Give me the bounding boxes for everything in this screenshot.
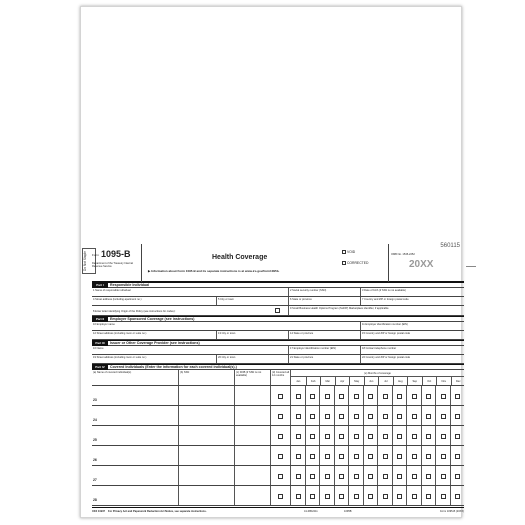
month-cell [377, 466, 392, 485]
month-cell [421, 466, 436, 485]
month-cell [421, 486, 436, 505]
month-cell [363, 466, 378, 485]
month-cell [305, 386, 320, 405]
month-checkbox-jul[interactable] [383, 394, 388, 399]
void-label: VOID [346, 250, 356, 254]
month-checkbox-feb[interactable] [310, 414, 315, 419]
month-cell [290, 406, 305, 425]
month-checkbox-jan[interactable] [296, 494, 301, 499]
footer-form-name: Form 1095-B (20XX) [440, 510, 464, 513]
month-checkbox-aug[interactable] [397, 454, 402, 459]
month-cell [334, 466, 349, 485]
month-cell [290, 386, 305, 405]
month-cell [348, 446, 363, 465]
column-divider [270, 426, 271, 445]
origin-of-policy-field[interactable]: 8 Enter letter identifying Origin of the Policy (see instructions for codes): [92, 306, 288, 315]
footer-cat: 1095B [344, 510, 352, 513]
part-2-tag: Part II [92, 317, 108, 322]
month-header-apr: Apr [335, 377, 350, 385]
col-name-header: (a) Name of covered individual(s) [93, 370, 132, 374]
form-1095b [92, 244, 464, 516]
month-cell [450, 386, 465, 405]
dob-field[interactable]: 3 Date of birth (if SSN is not available) [360, 288, 464, 296]
department-text: Department of the Treasury Internal Revenue Service [92, 262, 133, 268]
form-header [92, 244, 464, 282]
line-number: 27 [93, 478, 97, 482]
part-1-row-3 [92, 306, 464, 316]
month-checkbox-jul[interactable] [383, 434, 388, 439]
month-checkbox-dec[interactable] [455, 394, 460, 399]
state-field[interactable]: 6 State or province [288, 297, 360, 305]
month-checkbox-apr[interactable] [339, 414, 344, 419]
month-header-jan: Jan [296, 380, 301, 383]
month-header-jul: Jul [378, 377, 393, 385]
month-cell [305, 486, 320, 505]
corrected-checkbox[interactable] [342, 261, 346, 265]
issuer-ein-field[interactable]: 17 Employer identification number (EIN) [288, 346, 360, 354]
month-cell [435, 446, 450, 465]
month-checkbox-aug[interactable] [397, 474, 402, 479]
month-checkbox-jun[interactable] [368, 474, 373, 479]
month-cell [450, 486, 465, 505]
month-checkbox-jun[interactable] [368, 454, 373, 459]
col-ssn-header: (b) SSN [178, 370, 234, 385]
column-divider [270, 406, 271, 425]
month-header-jun: Jun [364, 377, 379, 385]
month-checkbox-dec[interactable] [455, 414, 460, 419]
month-checkbox-mar[interactable] [325, 474, 330, 479]
month-cell [392, 406, 407, 425]
month-header-feb: Feb [306, 377, 321, 385]
covered-name-field[interactable] [92, 426, 178, 445]
covered-individual-row [92, 426, 464, 446]
month-cell [363, 386, 378, 405]
month-checkbox-apr[interactable] [339, 434, 344, 439]
month-checkbox-sep[interactable] [412, 454, 417, 459]
line-number: 26 [93, 458, 97, 462]
month-cell [406, 426, 421, 445]
month-checkbox-jan[interactable] [296, 434, 301, 439]
month-cell [421, 446, 436, 465]
employer-name-field[interactable]: 10 Employer name [93, 322, 115, 326]
part-4-title: Covered Individuals (Enter the information for each covered individual(s).) [110, 365, 237, 369]
covered-ssn-field[interactable] [178, 486, 234, 505]
info-line: ▶ Information about Form 1095-B and its separate instructions is at www.irs.gov/form1095b. [148, 269, 280, 273]
month-cell [406, 446, 421, 465]
covered-name-field[interactable] [92, 486, 178, 505]
responsible-name-field[interactable]: 1 Name of responsible individual [93, 288, 131, 292]
part-4-column-headers [92, 370, 464, 386]
covered-ssn-field[interactable] [178, 446, 234, 465]
month-checkbox-may[interactable] [354, 414, 359, 419]
month-checkbox-jul[interactable] [383, 494, 388, 499]
covered-individuals-rows [92, 386, 464, 506]
month-cell [334, 386, 349, 405]
month-cell [334, 486, 349, 505]
month-checkbox-may[interactable] [354, 454, 359, 459]
month-cell [334, 406, 349, 425]
covered-ssn-field[interactable] [178, 386, 234, 405]
city-field[interactable]: 5 City or town [216, 297, 288, 305]
ssn-field[interactable]: 2 Social security number (SSN) [288, 288, 360, 296]
month-checkbox-jul[interactable] [383, 454, 388, 459]
month-cell [421, 386, 436, 405]
month-checkbox-oct[interactable] [426, 474, 431, 479]
month-cell [290, 446, 305, 465]
month-cell [450, 466, 465, 485]
month-cell [348, 386, 363, 405]
month-checkbox-nov[interactable] [441, 414, 446, 419]
month-checkbox-jun[interactable] [368, 414, 373, 419]
month-checkbox-feb[interactable] [310, 434, 315, 439]
month-cell [392, 426, 407, 445]
month-checkbox-oct[interactable] [426, 394, 431, 399]
month-cell [392, 466, 407, 485]
month-checkbox-may[interactable] [354, 394, 359, 399]
month-checkbox-apr[interactable] [339, 494, 344, 499]
column-divider [270, 446, 271, 465]
col-all-months-header: (d) Covered all 12 months [270, 370, 290, 385]
month-checkbox-jan[interactable] [296, 474, 301, 479]
month-checkbox-oct[interactable] [426, 494, 431, 499]
month-cell [363, 406, 378, 425]
footer-left-code: XXX 11937 [92, 510, 105, 513]
month-checkbox-nov[interactable] [441, 494, 446, 499]
month-cell [421, 406, 436, 425]
month-cell [421, 426, 436, 445]
month-cell [319, 446, 334, 465]
street-address-field[interactable]: 4 Street address (including apartment no.) [93, 297, 142, 301]
covered-dob-field[interactable] [234, 466, 270, 485]
part-1-row-1 [92, 288, 464, 297]
month-checkbox-mar[interactable] [325, 414, 330, 419]
all-12-months-checkbox[interactable] [278, 414, 283, 419]
omb-number: OMB No. 1545-2252 [391, 253, 415, 256]
month-cell [377, 386, 392, 405]
month-checkbox-nov[interactable] [441, 454, 446, 459]
all-12-months-checkbox[interactable] [278, 454, 283, 459]
month-cell [377, 426, 392, 445]
part-3-title: Issuer or Other Coverage Provider (see instructions) [110, 341, 200, 345]
issuer-state-field[interactable]: 21 State or province [288, 355, 360, 363]
month-checkbox-mar[interactable] [325, 434, 330, 439]
month-checkbox-dec[interactable] [455, 494, 460, 499]
month-checkbox-oct[interactable] [426, 454, 431, 459]
covered-dob-field[interactable] [234, 486, 270, 505]
month-checkbox-feb[interactable] [310, 454, 315, 459]
all-12-months-checkbox[interactable] [278, 394, 283, 399]
month-cell [305, 466, 320, 485]
line-number: 23 [93, 398, 97, 402]
month-checkbox-nov[interactable] [441, 394, 446, 399]
footer-mid-code: 41-0802411 [304, 510, 318, 513]
covered-individual-row [92, 486, 464, 506]
covered-dob-field[interactable] [234, 386, 270, 405]
month-cell [319, 426, 334, 445]
month-cell [348, 406, 363, 425]
fold-mark [466, 266, 476, 267]
month-cell [363, 446, 378, 465]
part-4-tag: Part IV [92, 365, 108, 370]
covered-name-field[interactable] [92, 446, 178, 465]
month-cell [319, 406, 334, 425]
form-number: 1095-B [101, 249, 131, 259]
month-cell [290, 486, 305, 505]
month-cell [435, 466, 450, 485]
month-checkbox-sep[interactable] [412, 434, 417, 439]
month-cell [319, 466, 334, 485]
month-cell [435, 486, 450, 505]
void-checkbox-group[interactable] [342, 250, 355, 254]
month-header-oct: Oct [422, 377, 437, 385]
month-checkbox-aug[interactable] [397, 434, 402, 439]
issuer-name-field[interactable]: 16 Name [93, 346, 104, 350]
month-cell [392, 446, 407, 465]
month-checkbox-sep[interactable] [412, 494, 417, 499]
month-checkbox-may[interactable] [354, 474, 359, 479]
contact-phone-field[interactable]: 18 Contact telephone number [360, 346, 464, 354]
covered-name-field[interactable] [92, 466, 178, 485]
month-checkbox-sep[interactable] [412, 394, 417, 399]
corrected-label: CORRECTED [346, 261, 369, 265]
month-checkbox-mar[interactable] [325, 494, 330, 499]
line-number: 24 [93, 418, 97, 422]
form-footer [92, 507, 464, 515]
employer-city-field[interactable]: 13 City or town [216, 331, 288, 339]
month-cell [450, 426, 465, 445]
month-header-may: May [349, 377, 364, 385]
form-code: 560115 [440, 243, 460, 249]
part-1-title: Responsible Individual [110, 283, 150, 287]
month-checkbox-aug[interactable] [397, 414, 402, 419]
month-checkbox-aug[interactable] [397, 394, 402, 399]
month-checkbox-oct[interactable] [426, 414, 431, 419]
month-cell [392, 486, 407, 505]
month-header-aug: Aug [393, 377, 408, 385]
part-3-tag: Part III [92, 341, 108, 346]
covered-name-field[interactable] [92, 386, 178, 405]
month-cell [319, 486, 334, 505]
month-cell [305, 406, 320, 425]
part-3-row-1 [92, 346, 464, 355]
covered-ssn-field[interactable] [178, 406, 234, 425]
covered-individual-row [92, 386, 464, 406]
employer-ein-field[interactable]: 11 Employer identification number (EIN) [360, 322, 464, 330]
column-divider [270, 486, 271, 505]
month-checkbox-dec[interactable] [455, 474, 460, 479]
void-checkbox[interactable] [342, 250, 346, 254]
month-header-mar: Mar [320, 377, 335, 385]
month-cell [290, 466, 305, 485]
footer-privacy-notice: For Privacy Act and Paperwork Reduction Act Notice, see separate instructions. [108, 510, 207, 513]
month-checkbox-jun[interactable] [368, 394, 373, 399]
month-cell [392, 386, 407, 405]
month-checkbox-oct[interactable] [426, 434, 431, 439]
month-cell [450, 446, 465, 465]
month-cell [305, 426, 320, 445]
month-cell [290, 426, 305, 445]
month-checkbox-nov[interactable] [441, 434, 446, 439]
month-checkbox-mar[interactable] [325, 394, 330, 399]
month-checkbox-feb[interactable] [310, 474, 315, 479]
all-12-months-checkbox[interactable] [278, 494, 283, 499]
covered-name-field[interactable] [92, 406, 178, 425]
column-divider [270, 466, 271, 485]
month-cell [348, 426, 363, 445]
month-checkbox-jun[interactable] [368, 494, 373, 499]
do-not-staple-tab: Do Not Staple [82, 248, 96, 274]
month-cell [406, 486, 421, 505]
all-12-months-checkbox[interactable] [278, 474, 283, 479]
month-checkbox-sep[interactable] [412, 474, 417, 479]
month-checkbox-nov[interactable] [441, 474, 446, 479]
month-cell [348, 466, 363, 485]
part-3-row-2 [92, 355, 464, 364]
part-2-title: Employer Sponsored Coverage (see instructions) [110, 317, 195, 321]
covered-dob-field[interactable] [234, 446, 270, 465]
month-checkbox-jul[interactable] [383, 474, 388, 479]
month-checkbox-apr[interactable] [339, 394, 344, 399]
month-cell [406, 466, 421, 485]
employer-street-field[interactable]: 12 Street address (including room or suite no.) [93, 331, 147, 335]
month-checkbox-jan[interactable] [296, 414, 301, 419]
month-cell [363, 486, 378, 505]
issuer-city-field[interactable]: 20 City or town [216, 355, 288, 363]
month-checkbox-jan[interactable] [296, 394, 301, 399]
month-cell [348, 486, 363, 505]
month-cell [319, 386, 334, 405]
covered-dob-field[interactable] [234, 426, 270, 445]
month-cell [406, 406, 421, 425]
issuer-country-zip-field[interactable]: 22 Country and ZIP or foreign postal code [360, 355, 464, 363]
month-checkbox-jul[interactable] [383, 414, 388, 419]
month-checkbox-feb[interactable] [310, 494, 315, 499]
line-number: 28 [93, 498, 97, 502]
covered-individual-row [92, 466, 464, 486]
all-12-months-checkbox[interactable] [278, 434, 283, 439]
month-cell [377, 446, 392, 465]
month-checkbox-feb[interactable] [310, 394, 315, 399]
month-header-nov: Nov [436, 377, 451, 385]
month-checkbox-apr[interactable] [339, 474, 344, 479]
col-dob-header: (c) DOB (if SSN is not available) [234, 370, 270, 385]
month-checkbox-jan[interactable] [296, 454, 301, 459]
part-1-tag: Part I [92, 283, 108, 288]
tax-year: 20XX [409, 259, 434, 270]
month-checkbox-may[interactable] [354, 434, 359, 439]
month-cell [450, 406, 465, 425]
covered-individual-row [92, 446, 464, 466]
column-divider [270, 386, 271, 405]
month-checkbox-dec[interactable] [455, 454, 460, 459]
month-cell [435, 406, 450, 425]
month-cell [363, 426, 378, 445]
month-cell [435, 426, 450, 445]
month-checkbox-jun[interactable] [368, 434, 373, 439]
month-checkbox-sep[interactable] [412, 414, 417, 419]
issuer-street-field[interactable]: 19 Street address (including room or suite no.) [93, 355, 147, 359]
month-checkbox-may[interactable] [354, 494, 359, 499]
month-checkbox-mar[interactable] [325, 454, 330, 459]
month-cell [435, 386, 450, 405]
corrected-checkbox-group[interactable] [342, 261, 368, 265]
month-cell [305, 446, 320, 465]
col-months-header: (e) Months of coverage Jan Feb Mar Apr May Jun Jul Aug Sep Oct Nov Dec [290, 370, 464, 385]
covered-ssn-field[interactable] [178, 426, 234, 445]
form-label: Form [92, 253, 99, 257]
country-zip-field[interactable]: 7 Country and ZIP or foreign postal code [360, 297, 464, 305]
origin-code-box[interactable] [275, 308, 280, 313]
part-2-row-2 [92, 331, 464, 340]
line-number: 25 [93, 438, 97, 442]
month-checkbox-dec[interactable] [455, 434, 460, 439]
month-cell [334, 446, 349, 465]
covered-dob-field[interactable] [234, 406, 270, 425]
month-cell [377, 486, 392, 505]
covered-individual-row [92, 406, 464, 426]
shop-identifier-field[interactable]: 9 Small Business Health Options Program (SHOP) Marketplace identifier, if applicable [288, 306, 464, 315]
form-title: Health Coverage [212, 254, 268, 261]
employer-country-zip-field[interactable]: 15 Country and ZIP or foreign postal code [360, 331, 464, 339]
month-cell [377, 406, 392, 425]
part-1-row-2 [92, 297, 464, 306]
month-header-dec: Dec [451, 377, 465, 385]
part-2-row-1 [92, 322, 464, 331]
month-checkbox-apr[interactable] [339, 454, 344, 459]
employer-state-field[interactable]: 14 State or province [288, 331, 360, 339]
month-header-sep: Sep [407, 377, 422, 385]
month-checkbox-aug[interactable] [397, 494, 402, 499]
month-cell [334, 426, 349, 445]
covered-ssn-field[interactable] [178, 466, 234, 485]
month-cell [406, 386, 421, 405]
